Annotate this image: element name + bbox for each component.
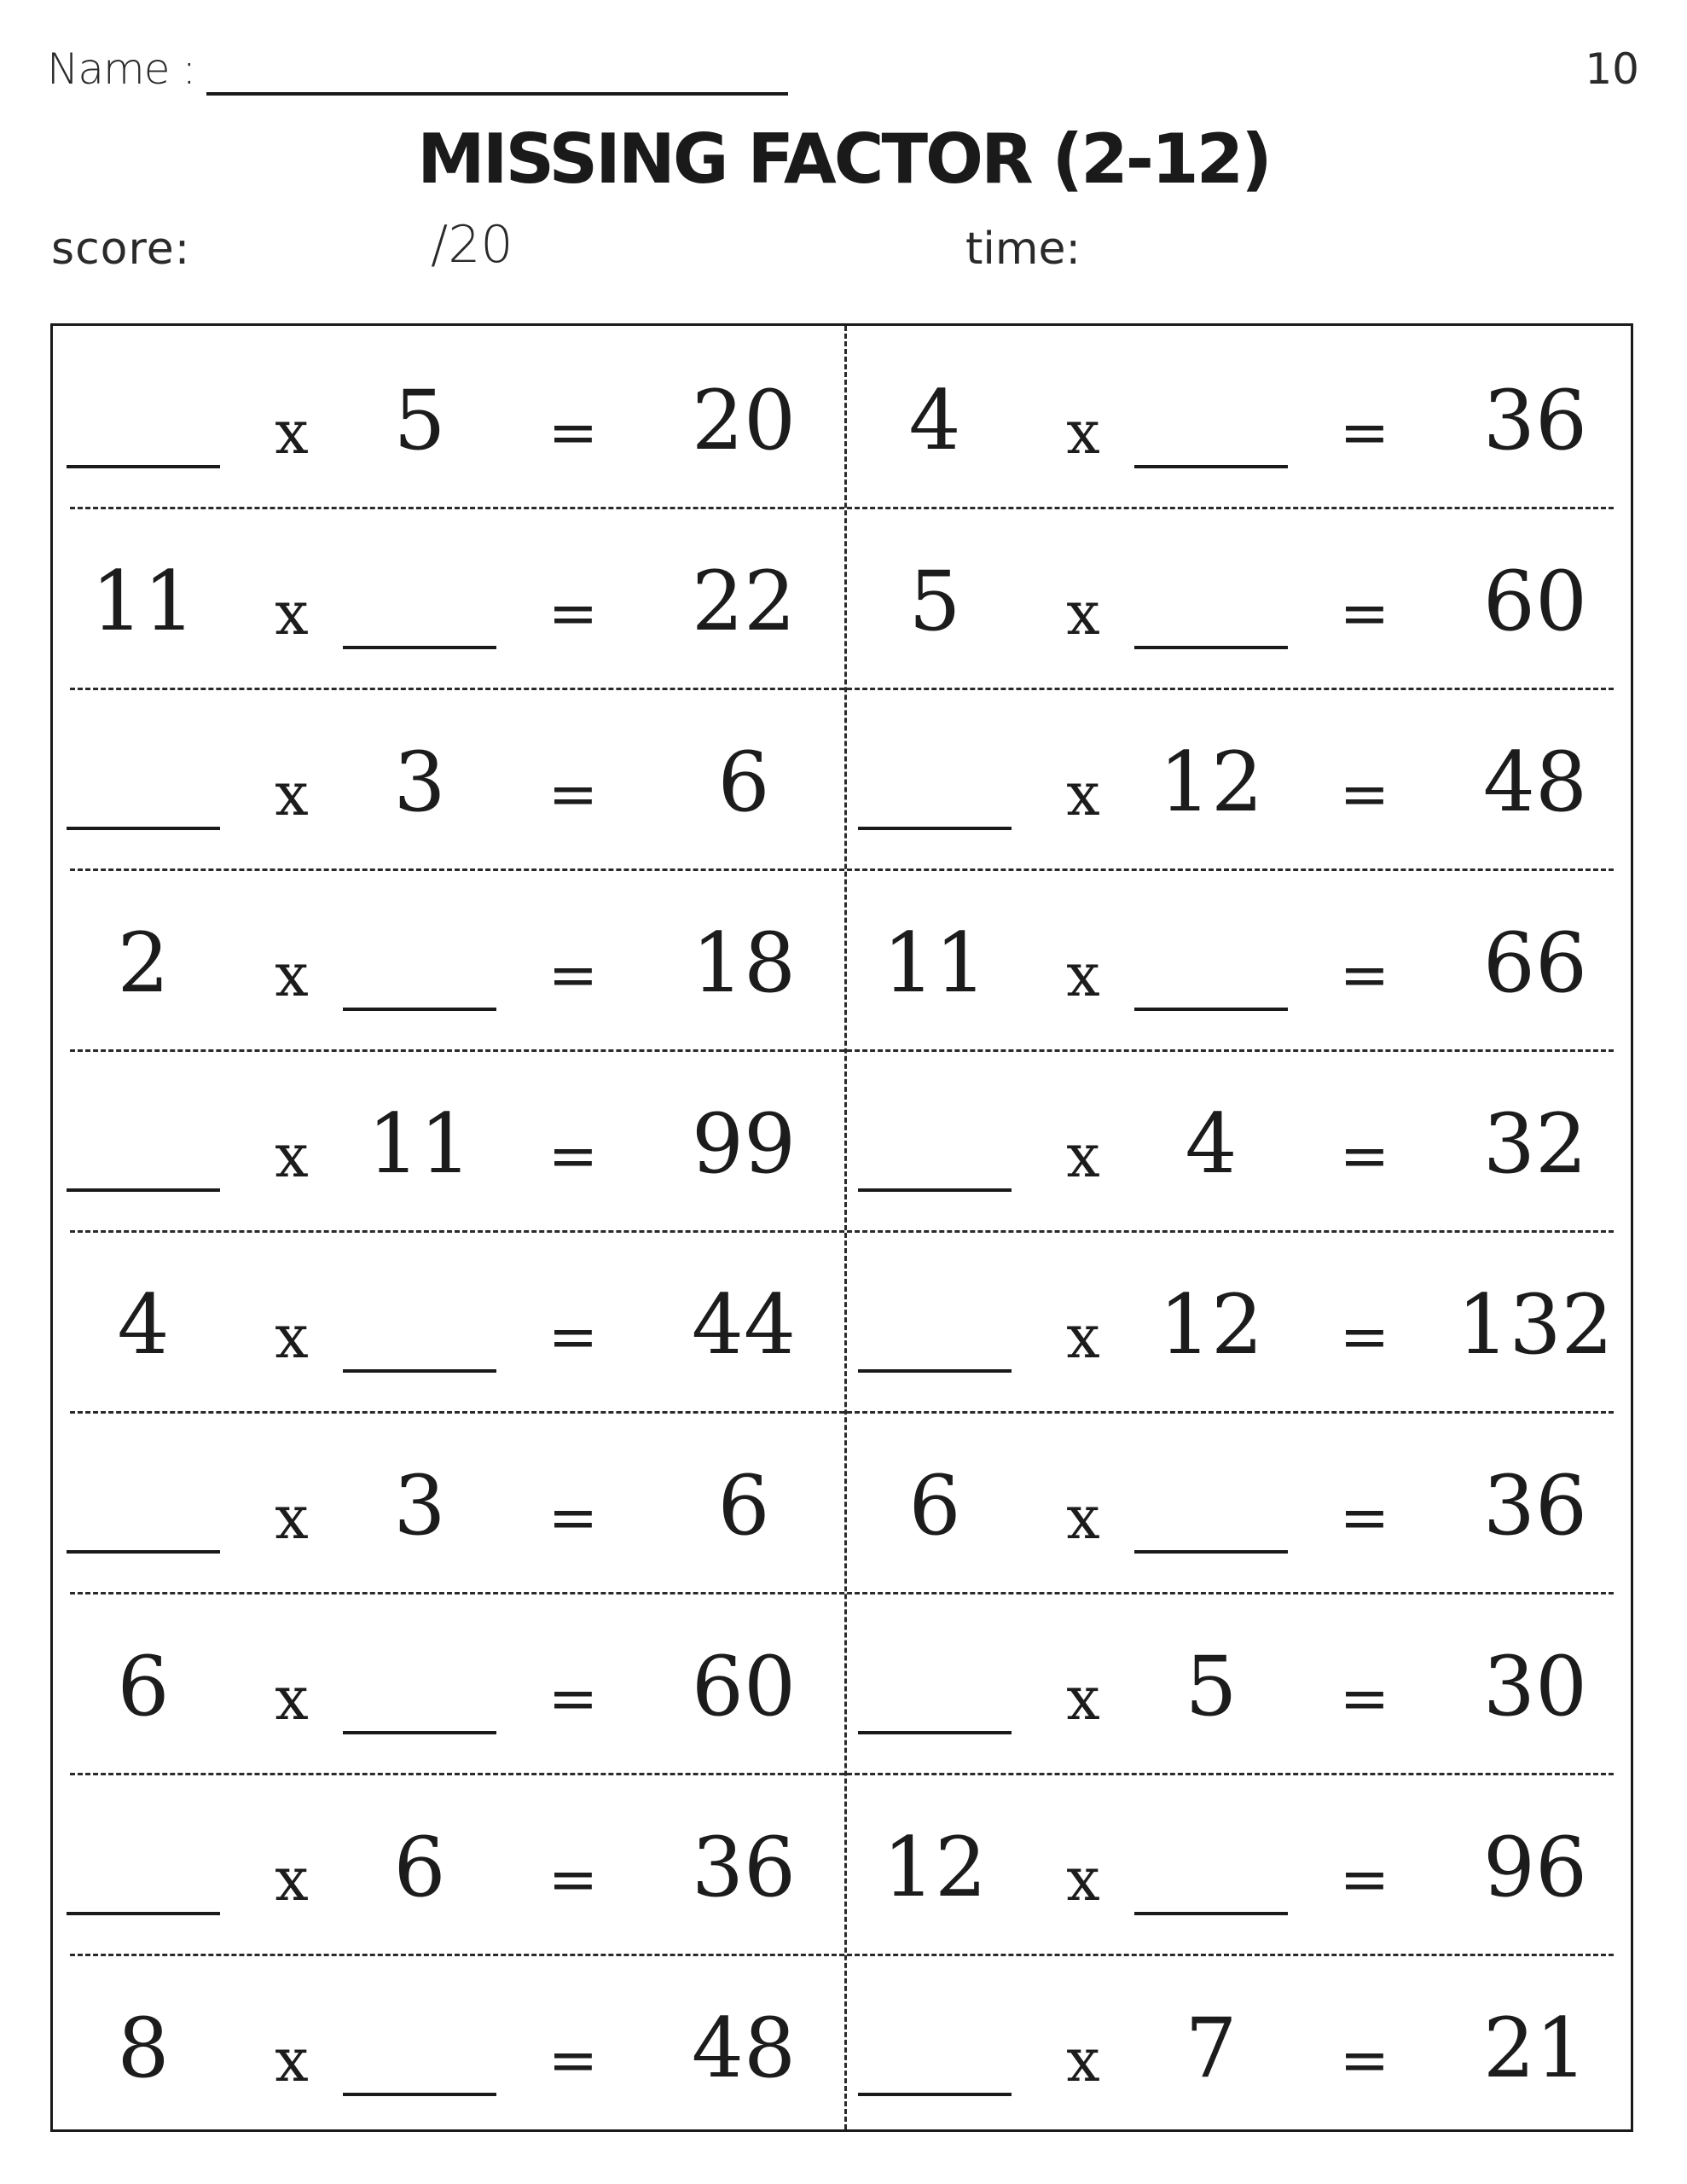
answer-blank[interactable] bbox=[343, 646, 496, 649]
answer-blank[interactable] bbox=[67, 827, 220, 830]
times-sign: x bbox=[275, 1664, 309, 1734]
times-sign: x bbox=[1066, 1121, 1100, 1191]
times-sign: x bbox=[275, 940, 309, 1010]
answer-blank[interactable] bbox=[1134, 1008, 1288, 1011]
product: 44 bbox=[691, 1277, 797, 1373]
problem bbox=[844, 868, 1636, 1049]
product: 36 bbox=[1482, 1458, 1588, 1554]
equals-sign: = bbox=[1339, 1302, 1390, 1372]
times-sign: x bbox=[275, 398, 309, 468]
equals-sign: = bbox=[548, 940, 599, 1010]
time-label: time: bbox=[965, 224, 1081, 275]
times-sign: x bbox=[275, 2025, 309, 2095]
equals-sign: = bbox=[1339, 940, 1390, 1010]
answer-blank[interactable] bbox=[67, 465, 220, 468]
equals-sign: = bbox=[1339, 1121, 1390, 1191]
product: 32 bbox=[1482, 1096, 1588, 1192]
equals-sign: = bbox=[548, 1483, 599, 1553]
answer-blank[interactable] bbox=[343, 2093, 496, 2096]
factor-a: 2 bbox=[117, 915, 170, 1011]
answer-blank[interactable] bbox=[1134, 465, 1288, 468]
problem bbox=[53, 1230, 844, 1411]
problem bbox=[844, 688, 1636, 868]
factor-a: 12 bbox=[882, 1820, 988, 1915]
factor-a: 5 bbox=[908, 554, 961, 649]
problem bbox=[844, 1411, 1636, 1592]
problem bbox=[844, 1773, 1636, 1954]
problem bbox=[844, 1954, 1636, 2135]
answer-blank[interactable] bbox=[343, 1008, 496, 1011]
name-line[interactable] bbox=[206, 92, 788, 96]
equals-sign: = bbox=[548, 2025, 599, 2095]
answer-blank[interactable] bbox=[858, 2093, 1012, 2096]
equals-sign: = bbox=[1339, 398, 1390, 468]
equals-sign: = bbox=[1339, 1483, 1390, 1553]
problem bbox=[53, 868, 844, 1049]
factor-b: 11 bbox=[367, 1096, 472, 1192]
times-sign: x bbox=[1066, 398, 1100, 468]
answer-blank[interactable] bbox=[67, 1550, 220, 1554]
product: 6 bbox=[717, 1458, 770, 1554]
factor-a: 11 bbox=[90, 554, 196, 649]
product: 21 bbox=[1482, 2001, 1588, 2096]
factor-b: 5 bbox=[393, 373, 446, 468]
times-sign: x bbox=[275, 1483, 309, 1553]
problem-grid bbox=[50, 323, 1633, 2132]
times-sign: x bbox=[275, 1302, 309, 1372]
factor-b: 12 bbox=[1158, 735, 1264, 830]
factor-b: 5 bbox=[1185, 1639, 1238, 1734]
product: 36 bbox=[691, 1820, 797, 1915]
product: 96 bbox=[1482, 1820, 1588, 1915]
factor-b: 12 bbox=[1158, 1277, 1264, 1373]
name-label: Name : bbox=[47, 44, 196, 94]
problem bbox=[53, 1773, 844, 1954]
product: 48 bbox=[1482, 735, 1588, 830]
product: 132 bbox=[1457, 1277, 1614, 1373]
product: 66 bbox=[1482, 915, 1588, 1011]
times-sign: x bbox=[1066, 1302, 1100, 1372]
answer-blank[interactable] bbox=[343, 1731, 496, 1734]
factor-a: 4 bbox=[908, 373, 961, 468]
problem bbox=[844, 1230, 1636, 1411]
factor-b: 3 bbox=[393, 1458, 446, 1554]
answer-blank[interactable] bbox=[858, 1731, 1012, 1734]
product: 60 bbox=[1482, 554, 1588, 649]
factor-b: 6 bbox=[393, 1820, 446, 1915]
equals-sign: = bbox=[548, 1302, 599, 1372]
answer-blank[interactable] bbox=[858, 1369, 1012, 1373]
product: 18 bbox=[691, 915, 797, 1011]
product: 20 bbox=[691, 373, 797, 468]
problem bbox=[844, 326, 1636, 507]
score-total: /20 bbox=[431, 215, 513, 275]
answer-blank[interactable] bbox=[1134, 1912, 1288, 1915]
factor-a: 4 bbox=[117, 1277, 170, 1373]
problem bbox=[53, 1411, 844, 1592]
problem bbox=[844, 1049, 1636, 1230]
factor-a: 6 bbox=[117, 1639, 170, 1734]
problem bbox=[53, 326, 844, 507]
times-sign: x bbox=[1066, 940, 1100, 1010]
times-sign: x bbox=[1066, 1483, 1100, 1553]
answer-blank[interactable] bbox=[1134, 1550, 1288, 1554]
times-sign: x bbox=[1066, 2025, 1100, 2095]
product: 99 bbox=[691, 1096, 797, 1192]
answer-blank[interactable] bbox=[67, 1912, 220, 1915]
equals-sign: = bbox=[1339, 1844, 1390, 1914]
worksheet-title: MISSING FACTOR (2-12) bbox=[417, 119, 1270, 199]
equals-sign: = bbox=[1339, 759, 1390, 829]
equals-sign: = bbox=[1339, 1664, 1390, 1734]
equals-sign: = bbox=[548, 759, 599, 829]
times-sign: x bbox=[1066, 578, 1100, 648]
equals-sign: = bbox=[548, 578, 599, 648]
answer-blank[interactable] bbox=[858, 1188, 1012, 1192]
factor-b: 4 bbox=[1185, 1096, 1238, 1192]
times-sign: x bbox=[1066, 1844, 1100, 1914]
factor-b: 7 bbox=[1185, 2001, 1238, 2096]
product: 6 bbox=[717, 735, 770, 830]
equals-sign: = bbox=[1339, 578, 1390, 648]
problem bbox=[844, 507, 1636, 688]
page-number: 10 bbox=[1585, 44, 1639, 94]
problem bbox=[53, 1592, 844, 1773]
times-sign: x bbox=[275, 1121, 309, 1191]
problem bbox=[844, 1592, 1636, 1773]
equals-sign: = bbox=[1339, 2025, 1390, 2095]
problem bbox=[53, 1049, 844, 1230]
problem bbox=[53, 507, 844, 688]
times-sign: x bbox=[275, 578, 309, 648]
product: 48 bbox=[691, 2001, 797, 2096]
problem bbox=[53, 1954, 844, 2135]
answer-blank[interactable] bbox=[343, 1369, 496, 1373]
product: 36 bbox=[1482, 373, 1588, 468]
answer-blank[interactable] bbox=[858, 827, 1012, 830]
product: 60 bbox=[691, 1639, 797, 1734]
factor-a: 8 bbox=[117, 2001, 170, 2096]
times-sign: x bbox=[1066, 1664, 1100, 1734]
product: 22 bbox=[691, 554, 797, 649]
times-sign: x bbox=[275, 1844, 309, 1914]
equals-sign: = bbox=[548, 398, 599, 468]
factor-a: 11 bbox=[882, 915, 988, 1011]
answer-blank[interactable] bbox=[1134, 646, 1288, 649]
equals-sign: = bbox=[548, 1844, 599, 1914]
equals-sign: = bbox=[548, 1121, 599, 1191]
equals-sign: = bbox=[548, 1664, 599, 1734]
times-sign: x bbox=[275, 759, 309, 829]
product: 30 bbox=[1482, 1639, 1588, 1734]
answer-blank[interactable] bbox=[67, 1188, 220, 1192]
score-label: score: bbox=[51, 224, 191, 275]
factor-a: 6 bbox=[908, 1458, 961, 1554]
times-sign: x bbox=[1066, 759, 1100, 829]
factor-b: 3 bbox=[393, 735, 446, 830]
problem bbox=[53, 688, 844, 868]
